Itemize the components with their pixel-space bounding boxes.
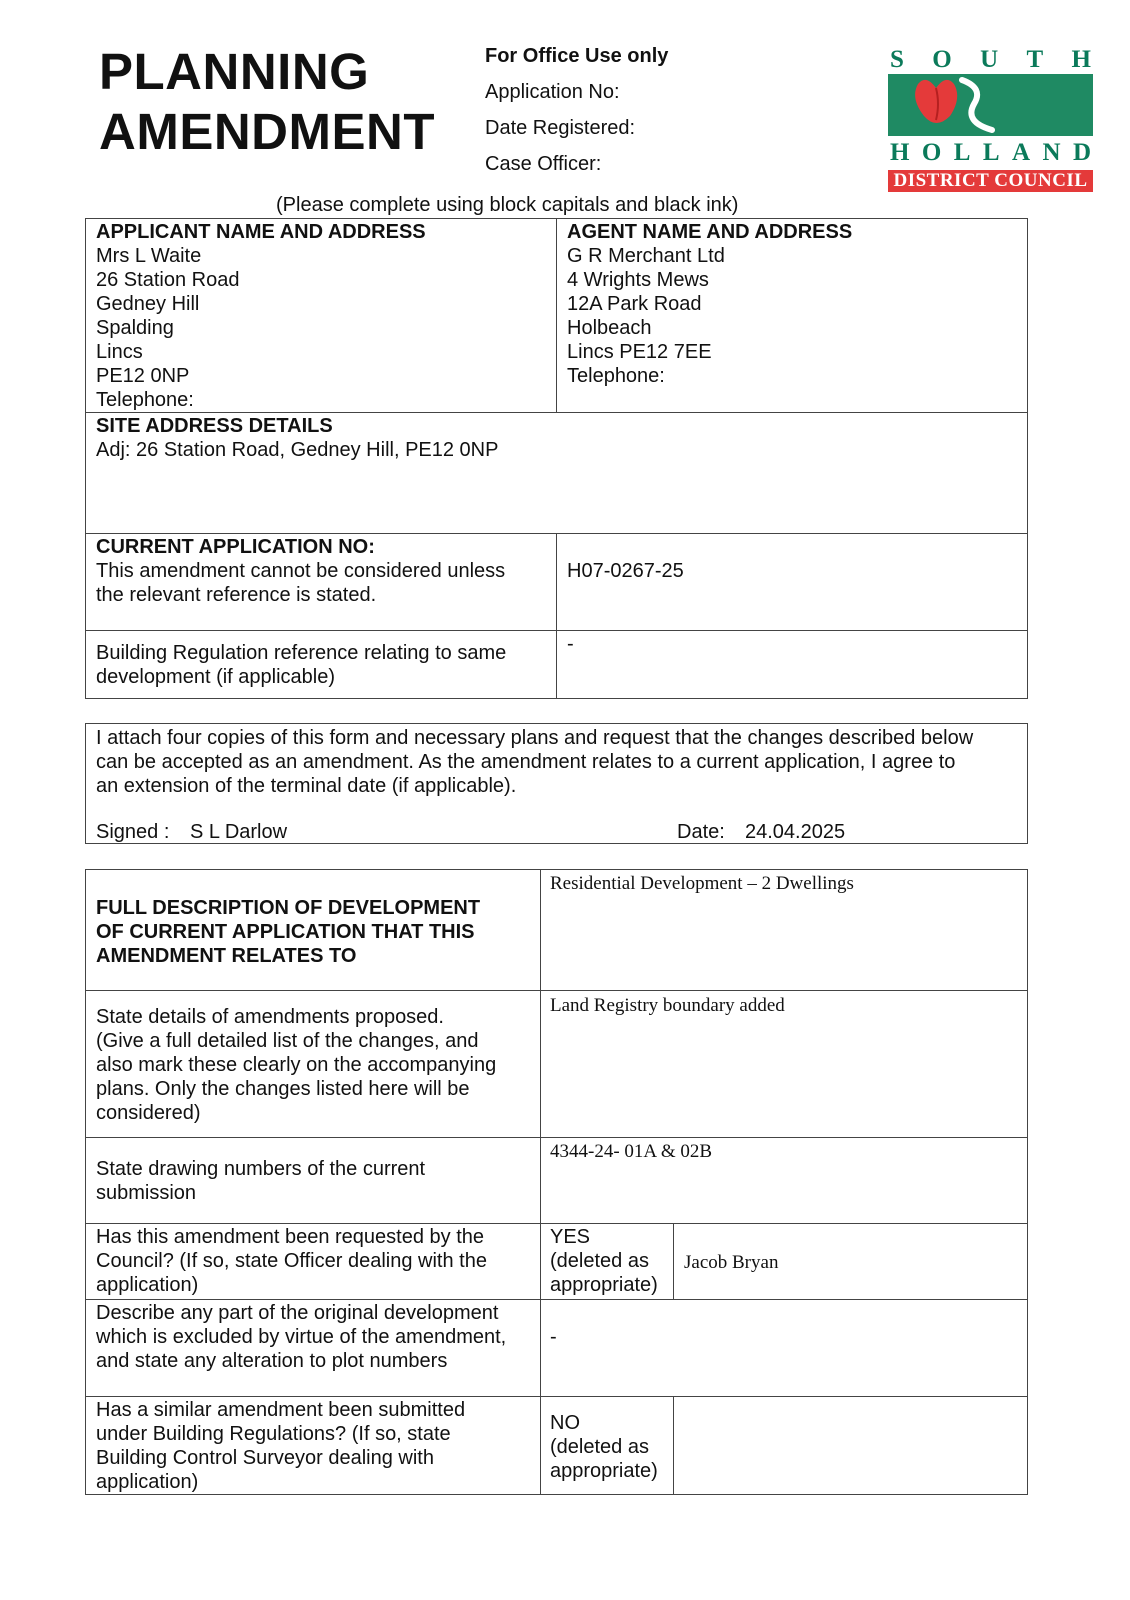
form-title-line2: AMENDMENT — [99, 103, 435, 160]
current-application-note: This amendment cannot be considered unless the relevant reference is stated. — [96, 560, 506, 606]
declaration-text: I attach four copies of this form and necessary plans and request that the changes described below can be accepted as an amendment. As the amendment relates to a current application, I agree to an extension of the terminal date (if applicable). — [96, 727, 974, 797]
excluded-label: Describe any part of the original development which is excluded by virtue of the amendment, and state any alteration to plot numbers — [96, 1302, 507, 1372]
instruction-note: (Please complete using block capitals and black ink) — [276, 194, 739, 216]
tulip-emblem-icon — [888, 74, 1093, 136]
requested-label: Has this amendment been requested by the Council? (If so, state Officer dealing with the application) — [96, 1226, 487, 1296]
application-no-label: Application No: — [485, 81, 620, 103]
form-title-line1: PLANNING — [99, 43, 370, 100]
current-application-number[interactable]: H07-0267-25 — [567, 560, 684, 582]
drawings-label: State drawing numbers of the current submission — [96, 1158, 426, 1204]
office-use-block — [485, 38, 668, 182]
applicant-heading: APPLICANT NAME AND ADDRESS — [96, 221, 426, 243]
signed-value[interactable]: S L Darlow — [190, 821, 288, 843]
similar-label: Has a similar amendment been submitted under Building Regulations? (If so, state Building Control Surveyor dealing with application) — [96, 1399, 466, 1493]
logo-bottom-text: DISTRICT COUNCIL — [888, 170, 1093, 192]
similar-answer[interactable]: NO (deleted as appropriate) — [550, 1412, 658, 1482]
case-officer-label: Case Officer: — [485, 153, 602, 175]
office-use-heading: For Office Use only — [485, 45, 669, 67]
date-value[interactable]: 24.04.2025 — [745, 821, 846, 843]
agent-address[interactable]: G R Merchant Ltd 4 Wrights Mews 12A Park Road Holbeach Lincs PE12 7EE Telephone: — [567, 245, 725, 387]
amendments-value[interactable]: Land Registry boundary added — [550, 995, 785, 1016]
applicant-address[interactable]: Mrs L Waite 26 Station Road Gedney Hill Spalding Lincs PE12 0NP Telephone: — [96, 245, 240, 411]
logo-mid-letters: H O L L A N D — [890, 139, 1091, 166]
date-registered-label: Date Registered: — [485, 117, 636, 139]
date-label: Date: — [677, 821, 725, 843]
description-label: FULL DESCRIPTION OF DEVELOPMENT OF CURRENT APPLICATION THAT THIS AMENDMENT RELATES TO — [96, 897, 481, 967]
drawings-value[interactable]: 4344-24- 01A & 02B — [550, 1141, 713, 1162]
signed-label: Signed : — [96, 821, 170, 843]
current-application-heading: CURRENT APPLICATION NO: — [96, 536, 375, 558]
agent-heading: AGENT NAME AND ADDRESS — [567, 221, 853, 243]
council-logo — [888, 46, 1093, 192]
site-heading: SITE ADDRESS DETAILS — [96, 415, 333, 437]
site-address[interactable]: Adj: 26 Station Road, Gedney Hill, PE12 0NP — [96, 439, 499, 461]
requested-answer[interactable]: YES (deleted as appropriate) — [550, 1226, 658, 1296]
requested-officer[interactable]: Jacob Bryan — [684, 1252, 779, 1273]
excluded-value[interactable]: - — [550, 1326, 557, 1348]
amendments-label: State details of amendments proposed. (Give a full detailed list of the changes, and also mark these clearly on the accompanying plans. Only the changes listed here will be considered) — [96, 1006, 497, 1124]
description-value[interactable]: Residential Development – 2 Dwellings — [550, 873, 854, 894]
building-regulation-label: Building Regulation reference relating to same development (if applicable) — [96, 642, 507, 688]
building-regulation-value[interactable]: - — [567, 633, 574, 655]
logo-top-letters: S O U T H — [890, 46, 1091, 73]
